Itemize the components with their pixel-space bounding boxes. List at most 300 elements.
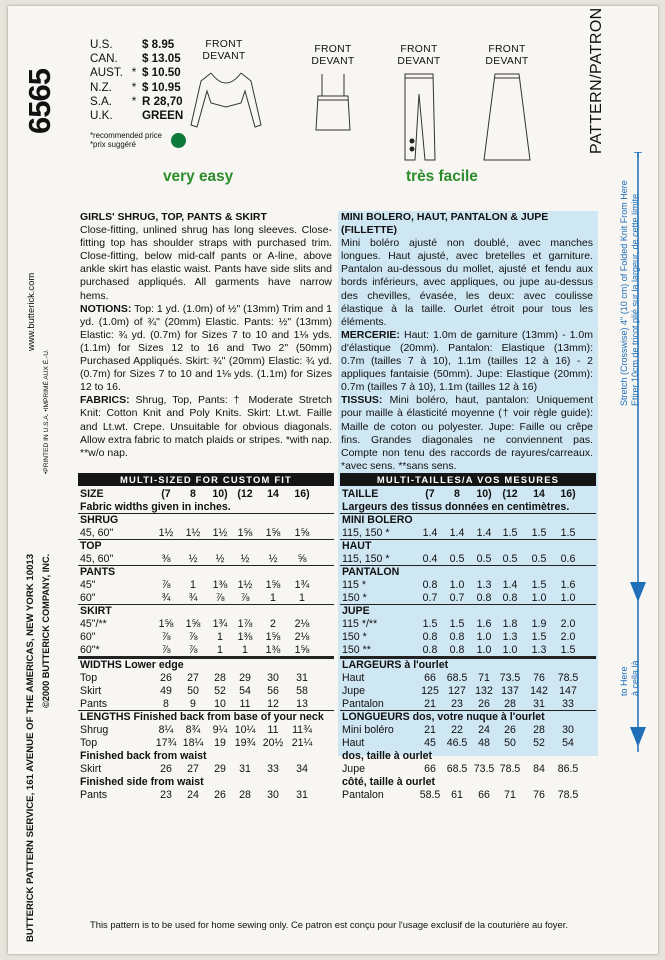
table-row — [80, 644, 334, 656]
row-label: Finished back from waist — [80, 750, 207, 762]
fabrics-fr: Mini boléro, haut, pantalon: Uniquement pour maille à élasticité moyenne († voir règle guide): Maille de coton ou polyester. Jupe: Faille ou crêpe fins. Grandes diagonales ne conviennent pas. Compte non tenu des raccords de rayures/carreaux. *avec sens. **sans sens. — [341, 394, 594, 472]
row-label: LONGUEURS dos, votre nuque à l'ourlet — [342, 711, 545, 723]
stretch-text-fr: Etirer 10cm de tricot plié sur la largeur, de cette limite — [630, 193, 640, 406]
lengths-label — [80, 711, 334, 723]
row-label: 115 */** — [342, 618, 378, 630]
cell-value: 30 — [267, 672, 279, 684]
website: www.butterick.com — [25, 272, 36, 351]
price-row — [90, 52, 183, 66]
cell-value: 1 — [299, 592, 305, 604]
section-name — [342, 605, 596, 617]
devant-label: DEVANT — [485, 56, 529, 67]
size-row — [80, 488, 334, 500]
cell-value: 58.5 — [419, 789, 441, 801]
cell-value: 26 — [160, 763, 172, 775]
side-waist-label — [80, 776, 334, 788]
cell-value: 8 — [190, 488, 196, 500]
very-easy: very easy — [163, 168, 234, 185]
row-label: MINI BOLERO — [342, 514, 413, 526]
front-label: FRONT — [488, 44, 526, 55]
notions-en: Top: 1 yd. (1.0m) of ½" (13mm) Trim and 1 yd. (1.0m) of ¾" (20mm) Elastic. Pants: ½" (13mm) Elastic: ¾ yd. (0.7m) for Sizes 7 to 10 and 1⅛ yds. (1.1m) for Sizes 12 to 16 and Two 2" (50mm) Purchased Appliqués. Skirt: ¾" (20mm) Elastic: ¾ yd. (0.7m) for Sizes 7 to 10 and 1⅛ yds. (1.1m) for Sizes 12 to 16. — [80, 302, 332, 394]
cell-value: 54 — [562, 737, 574, 749]
cell-value: 0.8 — [476, 592, 492, 604]
cell-value: 0.8 — [422, 644, 438, 656]
cell-value: 0.8 — [422, 579, 438, 591]
cell-value: 1.5 — [531, 631, 547, 643]
cell-value: 10) — [212, 488, 228, 500]
table-row — [342, 672, 596, 684]
cell-value: 1⅜ — [237, 631, 253, 643]
cell-value: 1.0 — [531, 592, 547, 604]
cell-value: 13 — [296, 698, 308, 710]
row-label: côté, taille à ourlet — [342, 776, 436, 788]
cell-value: 50 — [187, 685, 199, 697]
cell-value: 24 — [478, 724, 490, 736]
row-label: 150 * — [342, 592, 367, 604]
cell-value: 76 — [533, 672, 545, 684]
cell-value: 78.5 — [499, 763, 521, 775]
price-value: R 28,70 — [142, 94, 183, 108]
widths-label — [342, 659, 596, 671]
cell-value: 0.8 — [422, 631, 438, 643]
row-label: 45" — [80, 579, 96, 591]
cell-value: 2⅛ — [294, 618, 310, 630]
price-value: GREEN — [142, 109, 184, 123]
price-mark — [126, 52, 142, 66]
cell-value: 26 — [160, 672, 172, 684]
pants-sketch-icon — [388, 68, 450, 168]
price-row — [90, 66, 183, 80]
cell-value: 52 — [533, 737, 545, 749]
cell-value: 1.8 — [502, 618, 518, 630]
table-row — [80, 579, 334, 591]
cell-value: 26 — [214, 789, 226, 801]
row-label: WIDTHS Lower edge — [80, 659, 184, 671]
cell-value: 127 — [448, 685, 466, 697]
cell-value: 16) — [560, 488, 576, 500]
cell-value: 1.6 — [476, 618, 492, 630]
fabrics-label: FABRICS: — [80, 394, 130, 407]
cell-value: 1¾ — [212, 618, 228, 630]
section-name — [342, 514, 596, 526]
cell-value: 132 — [475, 685, 493, 697]
cell-value: 8¾ — [185, 724, 201, 736]
front-label: FRONT — [400, 44, 438, 55]
cell-value: 24 — [187, 789, 199, 801]
cell-value: 31 — [533, 698, 545, 710]
cell-value: ½ — [268, 553, 278, 565]
cell-value: 0.8 — [449, 631, 465, 643]
table-row — [80, 789, 334, 801]
cell-value: (7 — [161, 488, 171, 500]
printed-in: •PRINTED IN U.S.A. •IMPRIMÉ AUX É.-U. — [43, 349, 50, 474]
pattern-envelope-back — [8, 6, 658, 954]
price-note — [90, 131, 162, 149]
cell-value: 33 — [562, 698, 574, 710]
cell-value: 1¾ — [294, 579, 310, 591]
cell-value: 9 — [190, 698, 196, 710]
cell-value: ¾ — [161, 592, 171, 604]
row-label: 115, 150 * — [342, 527, 390, 539]
price-row — [90, 109, 183, 123]
cell-value: 12 — [267, 698, 279, 710]
row-label: Pantalon — [342, 789, 384, 801]
table-row — [342, 789, 596, 801]
price-row — [90, 38, 183, 52]
cell-value: 33 — [267, 763, 279, 775]
devant-label: DEVANT — [397, 56, 441, 67]
back-waist-label — [80, 750, 334, 762]
cell-value: ½ — [240, 553, 250, 565]
stretch-text-en: Stretch (Crosswise) 4" (10 cm) of Folded Knit From Here — [619, 180, 629, 406]
cell-value: 1½ — [158, 527, 174, 539]
price-country: CAN. — [90, 52, 118, 66]
cell-value: 1⅝ — [265, 527, 281, 539]
table-row — [80, 698, 334, 710]
row-label: Shrug — [80, 724, 109, 736]
cell-value: 18¼ — [182, 737, 204, 749]
table-row — [342, 737, 596, 749]
row-label: 45"/** — [80, 618, 107, 630]
section-name — [80, 566, 334, 578]
row-label: TOP — [80, 540, 102, 552]
notions-label: NOTIONS: — [80, 302, 132, 315]
cell-value: 1⅝ — [185, 618, 201, 630]
cell-value: 28 — [533, 724, 545, 736]
cell-value: 0.8 — [449, 644, 465, 656]
price-row — [90, 81, 183, 95]
section-name — [80, 514, 334, 526]
cell-value: (7 — [425, 488, 435, 500]
widths-label — [80, 659, 334, 671]
cell-value: 1⅝ — [158, 618, 174, 630]
cell-value: 1.4 — [476, 527, 492, 539]
row-label: SKIRT — [80, 605, 112, 617]
cell-value: 0.5 — [449, 553, 465, 565]
cell-value: 31 — [239, 763, 251, 775]
row-label: Top — [80, 672, 98, 684]
devant-label: DEVANT — [202, 51, 246, 62]
widths-note — [342, 501, 596, 513]
cell-value: 1.9 — [531, 618, 547, 630]
cell-value: 31 — [296, 789, 308, 801]
cell-value: 76 — [533, 789, 545, 801]
table-row — [342, 618, 596, 630]
table-row — [80, 553, 334, 565]
table-row — [80, 592, 334, 604]
cell-value: 22 — [451, 724, 463, 736]
row-label: Skirt — [80, 685, 102, 697]
cell-value: 1 — [242, 644, 248, 656]
table-header: MULTI-SIZED FOR CUSTOM FIT — [78, 473, 334, 486]
cell-value: 21 — [424, 724, 436, 736]
cell-value: 16) — [294, 488, 310, 500]
cell-value: 28 — [239, 789, 251, 801]
cell-value: 45 — [424, 737, 436, 749]
cell-value: 0.5 — [531, 553, 547, 565]
cell-value: 0.5 — [502, 553, 518, 565]
row-label: JUPE — [342, 605, 370, 617]
cell-value: ¾ — [188, 592, 198, 604]
cell-value: 8 — [454, 488, 460, 500]
cell-value: 0.4 — [422, 553, 438, 565]
section-name — [342, 566, 596, 578]
cell-value: 58 — [296, 685, 308, 697]
section-name — [80, 540, 334, 552]
cell-value: 1⅝ — [237, 527, 253, 539]
row-label: LARGEURS à l'ourlet — [342, 659, 449, 671]
english-description — [80, 211, 332, 460]
row-label: 60" — [80, 631, 96, 643]
cell-value: 125 — [421, 685, 439, 697]
tissus-label: TISSUS: — [341, 394, 383, 407]
cell-value: 52 — [214, 685, 226, 697]
table-row — [80, 618, 334, 630]
cell-value: 9¼ — [212, 724, 228, 736]
cell-value: 71 — [478, 672, 490, 684]
view-shrug — [193, 39, 255, 148]
row-label: Skirt — [80, 763, 102, 775]
cell-value: 1 — [217, 631, 223, 643]
copyright: ©2000 BUTTERICK COMPANY, INC. — [41, 553, 51, 708]
cell-value: 84 — [533, 763, 545, 775]
cell-value: 66 — [424, 672, 436, 684]
cell-value: 30 — [267, 789, 279, 801]
cell-value: 1.3 — [476, 579, 492, 591]
row-label: 60"* — [80, 644, 100, 656]
title-fr: MINI BOLERO, HAUT, PANTALON & JUPE (FILLETTE) — [341, 211, 549, 237]
row-label: Finished side from waist — [80, 776, 204, 788]
widths-note — [80, 501, 334, 513]
cell-value: 1.5 — [531, 527, 547, 539]
table-row — [80, 672, 334, 684]
cell-value: 10¼ — [234, 724, 256, 736]
price-value: $ 10.95 — [142, 80, 181, 94]
price-mark: * — [131, 66, 137, 80]
row-label: 115, 150 * — [342, 553, 390, 565]
cell-value: 1.5 — [422, 618, 438, 630]
price-country: U.K. — [90, 109, 113, 123]
cell-value: (12 — [502, 488, 518, 500]
mercerie-label: MERCERIE: — [341, 328, 400, 341]
cell-value: 78.5 — [557, 789, 579, 801]
row-label: Pants — [80, 789, 108, 801]
price-country: U.S. — [90, 38, 113, 51]
fabrics-en: Shrug, Top, Pants: † Moderate Stretch Knit: Cotton Knit and Poly Knits. Skirt: Lt.wt. Faille and Lt.wt. Crepe. Unsuitable for obvious diagonals. Allow extra fabric to match plaids or stripes. *with nap. **w/o nap. — [80, 394, 332, 459]
cell-value: 1.6 — [560, 579, 576, 591]
table-row — [80, 527, 334, 539]
row-label: PANTALON — [342, 566, 400, 578]
cell-value: 66 — [478, 789, 490, 801]
cell-value: 1½ — [237, 579, 253, 591]
cell-value: ⅞ — [240, 592, 250, 604]
table-row — [342, 685, 596, 697]
cell-value: 1.5 — [449, 618, 465, 630]
cell-value: 0.7 — [422, 592, 438, 604]
cell-value: 1 — [270, 592, 276, 604]
cell-value: 23 — [160, 789, 172, 801]
view-top — [302, 44, 364, 143]
cell-value: 73.5 — [499, 672, 521, 684]
row-label: Largeurs des tissus données en centimètres. — [342, 501, 570, 513]
cell-value: 73.5 — [473, 763, 495, 775]
cell-value: 86.5 — [557, 763, 579, 775]
cell-value: 11¾ — [292, 724, 312, 736]
cell-value: 1⅞ — [237, 618, 253, 630]
cell-value: 29 — [214, 763, 226, 775]
table-row — [342, 763, 596, 775]
skirt-sketch-icon — [476, 68, 538, 168]
cell-value: 28 — [214, 672, 226, 684]
cell-value: 1.3 — [502, 631, 518, 643]
cell-value: ⅞ — [161, 631, 171, 643]
section-name — [80, 605, 334, 617]
row-label: Pantalon — [342, 698, 384, 710]
cell-value: 8 — [163, 698, 169, 710]
cell-value: 1½ — [185, 527, 201, 539]
price-country: S.A. — [90, 94, 112, 108]
row-label: SHRUG — [80, 514, 119, 526]
cell-value: 14 — [533, 488, 545, 500]
price-mark — [126, 109, 142, 123]
price-country: N.Z. — [90, 80, 112, 94]
cell-value: 34 — [296, 763, 308, 775]
cell-value: 17¾ — [155, 737, 177, 749]
pattern-number: 6565 — [22, 69, 57, 134]
cell-value: 1⅝ — [294, 644, 310, 656]
cell-value: ⅞ — [161, 579, 171, 591]
table-row — [80, 724, 334, 736]
devant-label: DEVANT — [311, 56, 355, 67]
cell-value: 19¾ — [234, 737, 256, 749]
cell-value: ⅝ — [297, 553, 307, 565]
row-label: Jupe — [342, 685, 365, 697]
shrug-sketch-icon — [181, 63, 271, 143]
row-label: PANTS — [80, 566, 116, 578]
cell-value: 56 — [267, 685, 279, 697]
cell-value: 28 — [504, 698, 516, 710]
section-name — [342, 540, 596, 552]
table-row — [342, 724, 596, 736]
cell-value: 0.6 — [560, 553, 576, 565]
to-here-text: to Here — [619, 666, 629, 696]
back-waist-label — [342, 750, 596, 762]
footer-note: This pattern is to be used for home sewing only. Ce patron est conçu pour l'usage exclusif de la couturière au foyer. — [90, 919, 568, 930]
cell-value: 50 — [504, 737, 516, 749]
row-label: SIZE — [80, 488, 104, 500]
cell-value: 10 — [214, 698, 226, 710]
table-row — [342, 592, 596, 604]
french-description — [341, 211, 593, 473]
notions-fr: Haut: 1.0m de garniture (13mm) - 1.0m d'élastique (20mm). Pantalon: Elastique (13mm): 0.7m (tailles 7 à 10), 1.1m (tailles 12 à 16) - 2 appliques fantaisie (50mm). Jupe: Elastique (20mm): 0.7m (tailles 7 à 10), 1.1m (tailles 12 à 16) — [341, 328, 593, 394]
cell-value: 1.0 — [476, 644, 492, 656]
cell-value: 14 — [267, 488, 279, 500]
table-row — [80, 763, 334, 775]
cell-value: 2.0 — [560, 618, 576, 630]
price-value: $ 10.50 — [142, 66, 181, 80]
cell-value: 11 — [239, 698, 251, 710]
table-row — [342, 698, 596, 710]
cell-value: 21 — [424, 698, 436, 710]
cell-value: 2.0 — [560, 631, 576, 643]
table-header: MULTI-TAILLES/A VOS MESURES — [340, 473, 596, 486]
cell-value: 26 — [478, 698, 490, 710]
cell-value: ⅞ — [161, 644, 171, 656]
table-row — [80, 631, 334, 643]
description-fr: Mini boléro ajusté non doublé, avec manches longues. Haut ajusté, avec bretelles et garniture. Pantalon au-dessous du mollet, ajusté et fendu aux bords inférieurs, avec appliques, ou jupe au-dessus des chevilles, évasée, les deux: avec coulisse élastique à la taille. Ourlet étroit pour tous les éléments. — [341, 237, 593, 328]
lengths-label — [342, 711, 596, 723]
cell-value: 11 — [267, 724, 279, 736]
row-label: 60" — [80, 592, 96, 604]
side-waist-label — [342, 776, 596, 788]
title-en: GIRLS' SHRUG, TOP, PANTS & SKIRT — [80, 211, 267, 223]
cell-value: 26 — [504, 724, 516, 736]
row-label: Pants — [80, 698, 108, 710]
cell-value: 49 — [160, 685, 172, 697]
cell-value: 2⅛ — [294, 631, 310, 643]
row-label: 115 * — [342, 579, 366, 591]
price-row — [90, 95, 183, 109]
price-mark — [126, 38, 142, 52]
cell-value: 1 — [217, 644, 223, 656]
view-pants — [388, 44, 450, 173]
size-row — [342, 488, 596, 500]
price-value: $ 13.05 — [142, 52, 181, 66]
view-skirt — [476, 44, 538, 173]
cell-value: 1½ — [212, 527, 228, 539]
price-note-fr: *prix suggéré — [90, 140, 136, 149]
cell-value: 1.3 — [531, 644, 547, 656]
cell-value: 23 — [451, 698, 463, 710]
cell-value: 1⅝ — [265, 631, 281, 643]
cell-value: ⅜ — [161, 553, 171, 565]
cell-value: 0.7 — [449, 592, 465, 604]
cell-value: 19 — [214, 737, 226, 749]
cell-value: 27 — [187, 672, 199, 684]
cell-value: (12 — [237, 488, 253, 500]
price-note-en: *recommended price — [90, 131, 162, 140]
table-row — [80, 737, 334, 749]
price-list — [90, 38, 183, 123]
table-row — [80, 685, 334, 697]
row-label: Fabric widths given in inches. — [80, 501, 231, 513]
pattern-patron-label: PATTERN/PATRON — [588, 7, 605, 154]
cell-value: 10) — [476, 488, 492, 500]
cell-value: 1.4 — [422, 527, 438, 539]
table-row — [342, 527, 596, 539]
cell-value: ⅞ — [188, 644, 198, 656]
cell-value: 48 — [478, 737, 490, 749]
front-label: FRONT — [205, 39, 243, 50]
cell-value: 1⅝ — [265, 579, 281, 591]
a-cella-text: à cella là — [630, 660, 640, 696]
cell-value: 68.5 — [446, 763, 468, 775]
table-row — [342, 644, 596, 656]
description-en: Close-fitting, unlined shrug has long sleeves. Close-fitting top has shoulder straps with purchased trim. Close-fitting, below mid-calf pants or A-line, above ankle skirt has elastic waist. Pants have side slits and purchased appliqués. All garments have narrow hems. — [80, 224, 332, 302]
tres-facile: très facile — [406, 168, 478, 185]
cell-value: 147 — [559, 685, 577, 697]
row-label: LENGTHS Finished back from base of your neck — [80, 711, 324, 723]
cell-value: 1.5 — [502, 527, 518, 539]
cell-value: 1⅝ — [294, 527, 310, 539]
table-row — [342, 579, 596, 591]
row-label: dos, taille à ourlet — [342, 750, 433, 762]
cell-value: ½ — [215, 553, 225, 565]
cell-value: 1.4 — [502, 579, 518, 591]
row-label: Haut — [342, 672, 365, 684]
cell-value: 2 — [270, 618, 276, 630]
row-label: Jupe — [342, 763, 365, 775]
